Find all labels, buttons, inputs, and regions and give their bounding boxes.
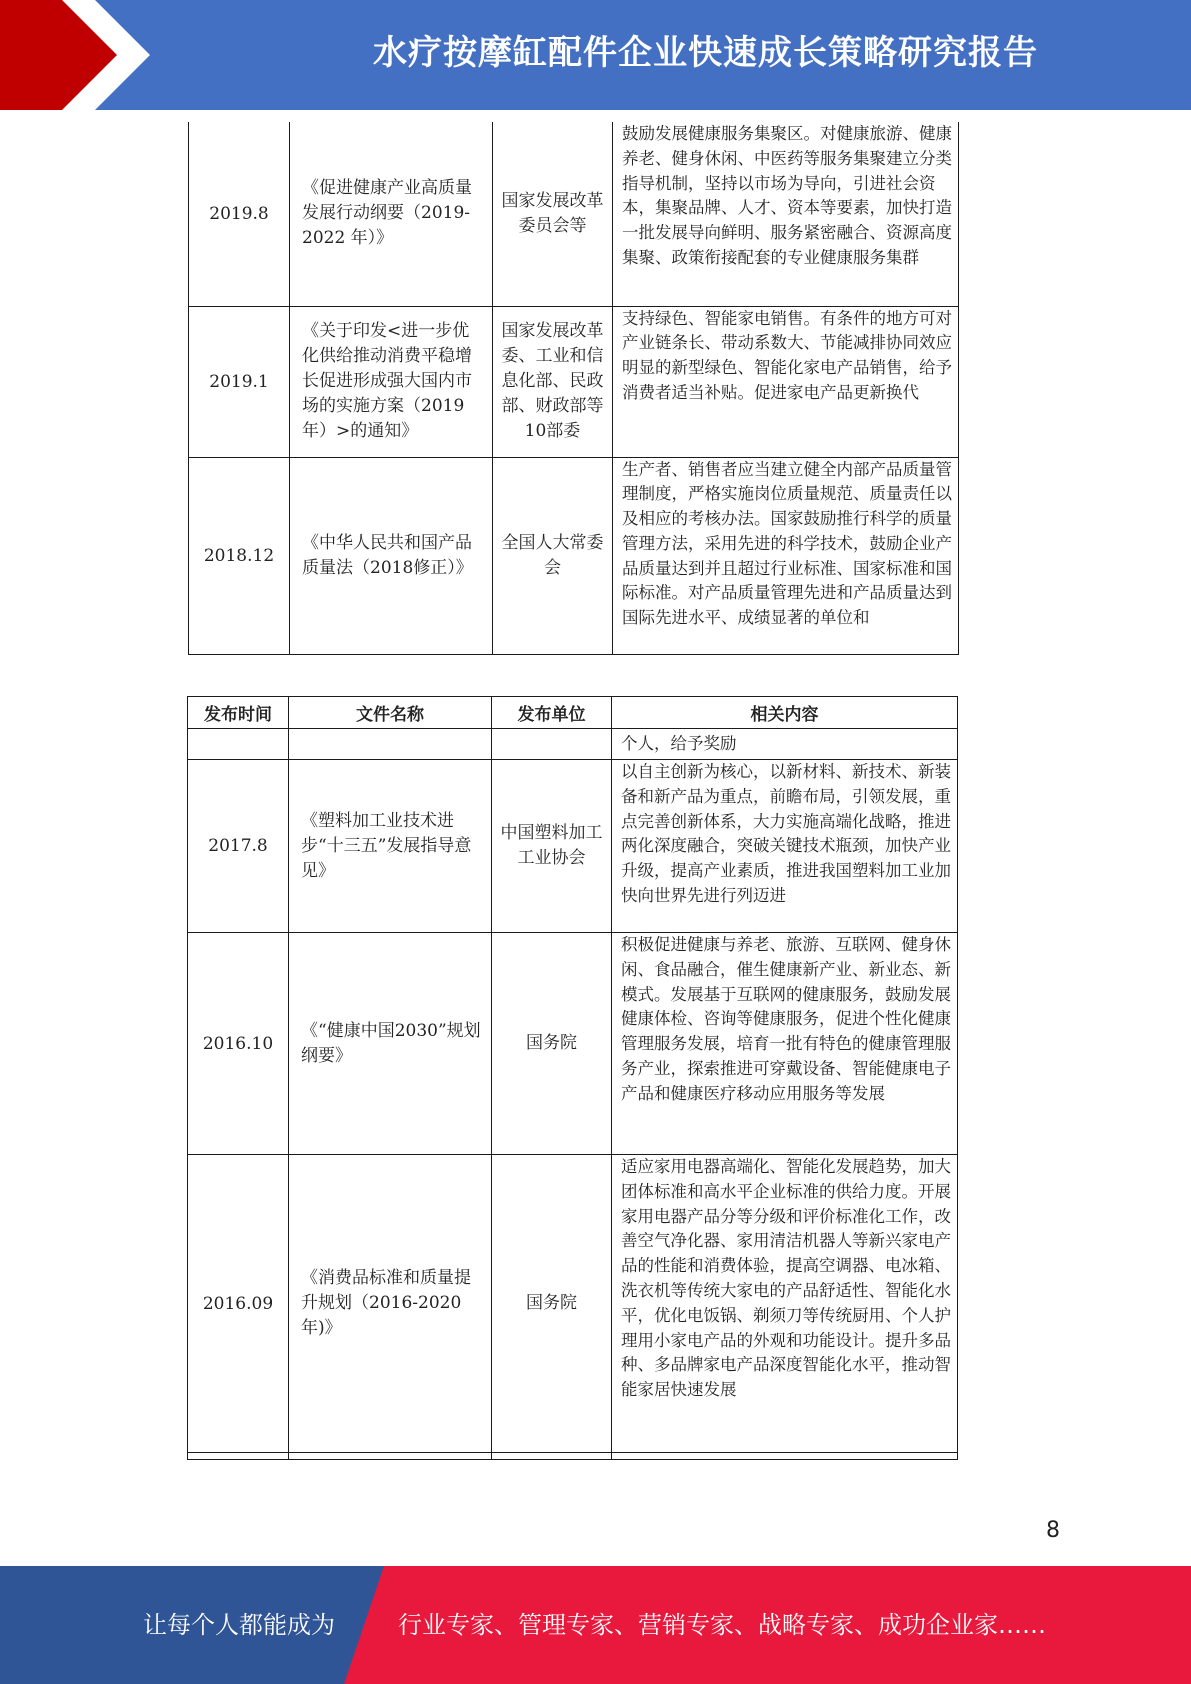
footer-slogan-right: 行业专家、管理专家、营销专家、战略专家、成功企业家…… (398, 1611, 1046, 1639)
table-row (189, 122, 959, 306)
date-cell (188, 729, 289, 760)
report-title: 水疗按摩缸配件企业快速成长策略研究报告 (373, 33, 1038, 73)
content-cell: 生产者、销售者应当建立健全内部产品质量管理制度，严格实施岗位质量规范、质量责任以及相应的考核办法。国家鼓励推行科学的质量管理方法，采用先进的科学技术，鼓励企业产品质量达到并且超过行业标准、国家标准和国际标准。对产品质量管理先进和产品质量达到国际先进水平、成绩显著的单位和 (613, 457, 959, 654)
content-cell: 积极促进健康与养老、旅游、互联网、健身休闲、食品融合，催生健康新产业、新业态、新模式。发展基于互联网的健康服务，鼓励发展健康体检、咨询等健康服务，促进个性化健康管理服务发展，培育一批有特色的健康管理服务产业，探索推进可穿戴设备、智能健康电子产品和健康医疗移动应用服务等发展 (612, 933, 958, 1155)
issuer-cell: 全国人大常委会 (493, 457, 613, 654)
table-row (189, 457, 959, 654)
document-name-cell (289, 729, 492, 760)
table-row-continuation (188, 729, 958, 760)
document-name-cell: 《消费品标准和质量提升规划（2016-2020年)》 (289, 1155, 492, 1453)
date-cell: 2018.12 (189, 457, 290, 654)
issuer-cell: 国家发展改革委员会等 (493, 122, 613, 306)
policy-table (187, 696, 958, 1460)
header-content: 相关内容 (612, 697, 958, 729)
date-cell: 2017.8 (188, 760, 289, 933)
content-cell: 支持绿色、智能家电销售。有条件的地方可对产业链条长、带动系数大、节能减排协同效应明显的新型绿色、智能化家电产品销售，给予消费者适当补贴。促进家电产品更新换代 (613, 306, 959, 457)
page-footer (0, 1566, 1191, 1684)
header-issuer: 发布单位 (492, 697, 612, 729)
table-row (188, 1155, 958, 1453)
content-cell: 以自主创新为核心，以新材料、新技术、新装备和新产品为重点，前瞻布局，引领发展，重点完善创新体系，大力实施高端化战略，推进两化深度融合，突破关键技术瓶颈，加快产业升级，提高产业素质，推进我国塑料加工业加快向世界先进行列迈进 (612, 760, 958, 933)
table-header-row (188, 697, 958, 729)
policy-table-continued (188, 122, 959, 655)
table-row (189, 306, 959, 457)
content-cell: 适应家用电器高端化、智能化发展趋势，加大团体标准和高水平企业标准的供给力度。开展家用电器产品分等分级和评价标准化工作，改善空气净化器、家用清洁机器人等新兴家电产品的性能和消费体验，提高空调器、电冰箱、洗衣机等传统大家电的产品舒适性、智能化水平，优化电饭锅、剃须刀等传统厨用、个人护理用小家电产品的外观和功能设计。提升多品种、多品牌家电产品深度智能化水平，推动智能家居快速发展 (612, 1155, 958, 1453)
document-name-cell: 《塑料加工业技术进步“十三五”发展指导意见》 (289, 760, 492, 933)
document-name-cell: 《“健康中国2030”规划纲要》 (289, 933, 492, 1155)
header-document-name: 文件名称 (289, 697, 492, 729)
footer-slogan-left: 让每个人都能成为 (143, 1611, 335, 1639)
page-header (0, 0, 1191, 110)
content-cell: 个人，给予奖励 (612, 729, 958, 760)
page-number: 8 (1046, 1518, 1060, 1543)
issuer-cell: 国家发展改革委、工业和信息化部、民政部、财政部等10部委 (493, 306, 613, 457)
table-row (188, 933, 958, 1155)
issuer-cell: 中国塑料加工工业协会 (492, 760, 612, 933)
content-cell: 鼓励发展健康服务集聚区。对健康旅游、健康养老、健身休闲、中医药等服务集聚建立分类指导机制，坚持以市场为导向，引进社会资本，集聚品牌、人才、资本等要素，加快打造一批发展导向鲜明、服务紧密融合、资源高度集聚、政策衔接配套的专业健康服务集群 (613, 122, 959, 306)
header-date: 发布时间 (188, 697, 289, 729)
document-name-cell: 《促进健康产业高质量发展行动纲要（2019-2022 年）》 (290, 122, 493, 306)
document-name-cell: 《中华人民共和国产品质量法（2018修正）》 (290, 457, 493, 654)
issuer-cell: 国务院 (492, 933, 612, 1155)
date-cell: 2016.10 (188, 933, 289, 1155)
document-name-cell: 《关于印发<进一步优化供给推动消费平稳增长促进形成强大国内市场的实施方案（2019 年）>的通知》 (290, 306, 493, 457)
header-chevron-decoration (0, 0, 150, 110)
table-row-cut (188, 1453, 958, 1460)
issuer-cell: 国务院 (492, 1155, 612, 1453)
date-cell: 2016.09 (188, 1155, 289, 1453)
issuer-cell (492, 729, 612, 760)
date-cell: 2019.8 (189, 122, 290, 306)
date-cell: 2019.1 (189, 306, 290, 457)
table-row (188, 760, 958, 933)
